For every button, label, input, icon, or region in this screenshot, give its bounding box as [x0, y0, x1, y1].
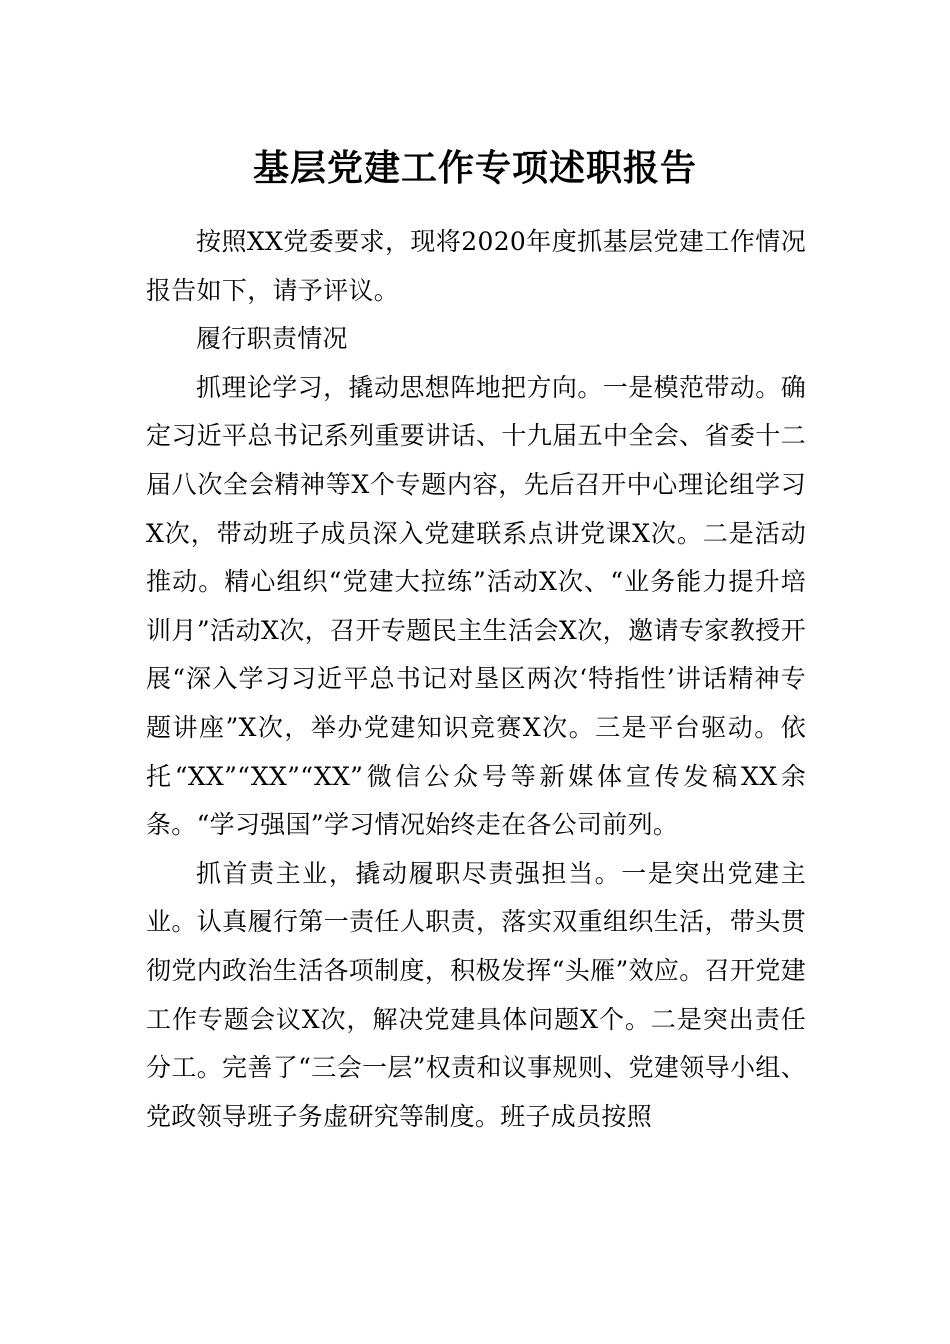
document-title: 基层党建工作专项述职报告	[252, 147, 697, 189]
document-body	[146, 218, 806, 1141]
paragraph-theory-study: 抓理论学习，撬动思想阵地把方向。一是模范带动。确定习近平总书记系列重要讲话、十九届五中全会、省委十二届八次全会精神等X个专题内容，先后召开中心理论组学习X次，带动班子成员深入党建联系点讲党课X次。二是活动推动。精心组织“党建大拉练”活动X次、“业务能力提升培训月”活动X次，召开专题民主生活会X次，邀请专家教授开展“深入学习习近平总书记对垦区两次‘特指性’讲话精神专题讲座”X次，举办党建知识竞赛X次。三是平台驱动。依托“XX”“XX”“XX”微信公众号等新媒体宣传发稿XX余条。“学习强国”学习情况始终走在各公司前列。	[146, 372, 806, 840]
paragraph-primary-duty: 抓首责主业，撬动履职尽责强担当。一是突出党建主业。认真履行第一责任人职责，落实双重组织生活，带头贯彻党内政治生活各项制度，积极发挥“头雁”效应。召开党建工作专题会议X次，解决党建具体问题X个。二是突出责任分工。完善了“三会一层”权责和议事规则、党建领导小组、党政领导班子务虚研究等制度。班子成员按照	[146, 858, 806, 1131]
paragraph-intro: 按照XX党委要求，现将2020年度抓基层党建工作情况报告如下，请予评议。	[146, 227, 806, 305]
section-heading: 履行职责情况	[196, 324, 348, 354]
